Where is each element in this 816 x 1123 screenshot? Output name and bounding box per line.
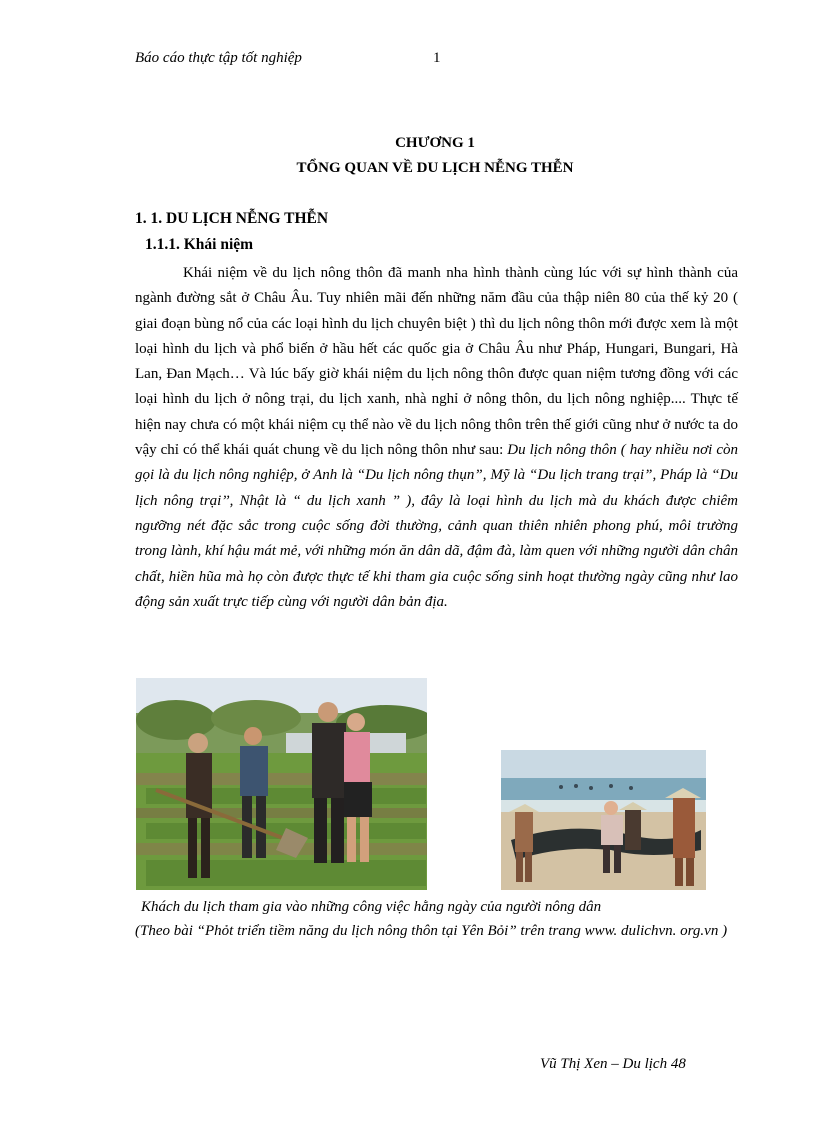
photo-beach-net <box>501 750 706 890</box>
subsection-heading: 1.1.1. Khái niệm <box>145 236 254 253</box>
header-title: Báo cáo thực tập tốt nghiệp <box>135 50 302 66</box>
page-footer-author: Vũ Thị Xen – Du lịch 48 <box>540 1056 686 1072</box>
chapter-label: CHƯƠNG 1 <box>395 135 475 151</box>
body-paragraph <box>135 261 738 615</box>
photo-farm-tourists <box>136 678 427 890</box>
caption-source: (Theo bài “Phỏt triển tiềm năng du lịch nông thôn tại Yên Bỏi” trên trang www. dulichvn. org.vn ) <box>135 922 728 939</box>
page-number: 1 <box>433 50 441 66</box>
paragraph-normal-text: Khái niệm về du lịch nông thôn đã manh nha hình thành cùng lúc với sự hình thành của ngành đường sắt ở Châu Âu. Tuy nhiên mãi đến những năm đầu của thập niên 80 của thế kỷ 20 ( giai đoạn bùng nổ của các loại hình du lịch chuyên biệt ) thì du lịch nông thôn mới được xem là một loại hình du lịch và phổ biến ở hầu hết các quốc gia ở Châu Âu như Pháp, Hungari, Bungari, Hà Lan, Đan Mạch… Và lúc bấy giờ khái niệm du lịch nông thôn được quan niệm tương đồng với các loại hình du lịch ở nông trại, du lịch xanh, nhà nghỉ ở nông thôn, du lịch nông nghiệp.... Thực tế hiện nay chưa có một khái niệm cụ thể nào về du lịch nông thôn trên thế giới cũng như ở nước ta do vậy chỉ có thể khái quát chung về du lịch nông thôn như sau: <box>135 265 738 459</box>
paragraph-italic-definition: Du lịch nông thôn ( hay nhiều nơi còn gọi là du lịch nông nghiệp, ở Anh là “Du lịch nông thụn”, Mỹ là “Du lịch trang trại”, Pháp là “Du lịch nông trại’’, Nhật là “ du lịch xanh ” ), đây là loại hình du lịch mà du khách được chiêm ngưỡng nét đặc sắc trong cuộc sống đời thường, cảnh quan thiên nhiên phong phú, môi trường trong lành, khí hậu mát mẻ, với những món ăn dân dã, đậm đà, làm quen với những người dân chân chất, hiền hũa mà họ còn được thực tế khi tham gia cuộc sống sinh hoạt thường ngày cũng như lao động sản xuất trực tiếp cùng với người dân bản địa. <box>135 442 738 610</box>
figure-caption <box>135 896 745 943</box>
section-heading: 1. 1. DU LỊCH NỄNG THỄN <box>135 210 329 227</box>
chapter-title: TỔNG QUAN VỀ DU LỊCH NỄNG THỄN <box>296 160 574 176</box>
caption-line-1: Khách du lịch tham gia vào những công việc hằng ngày của người nông dân <box>141 899 602 915</box>
